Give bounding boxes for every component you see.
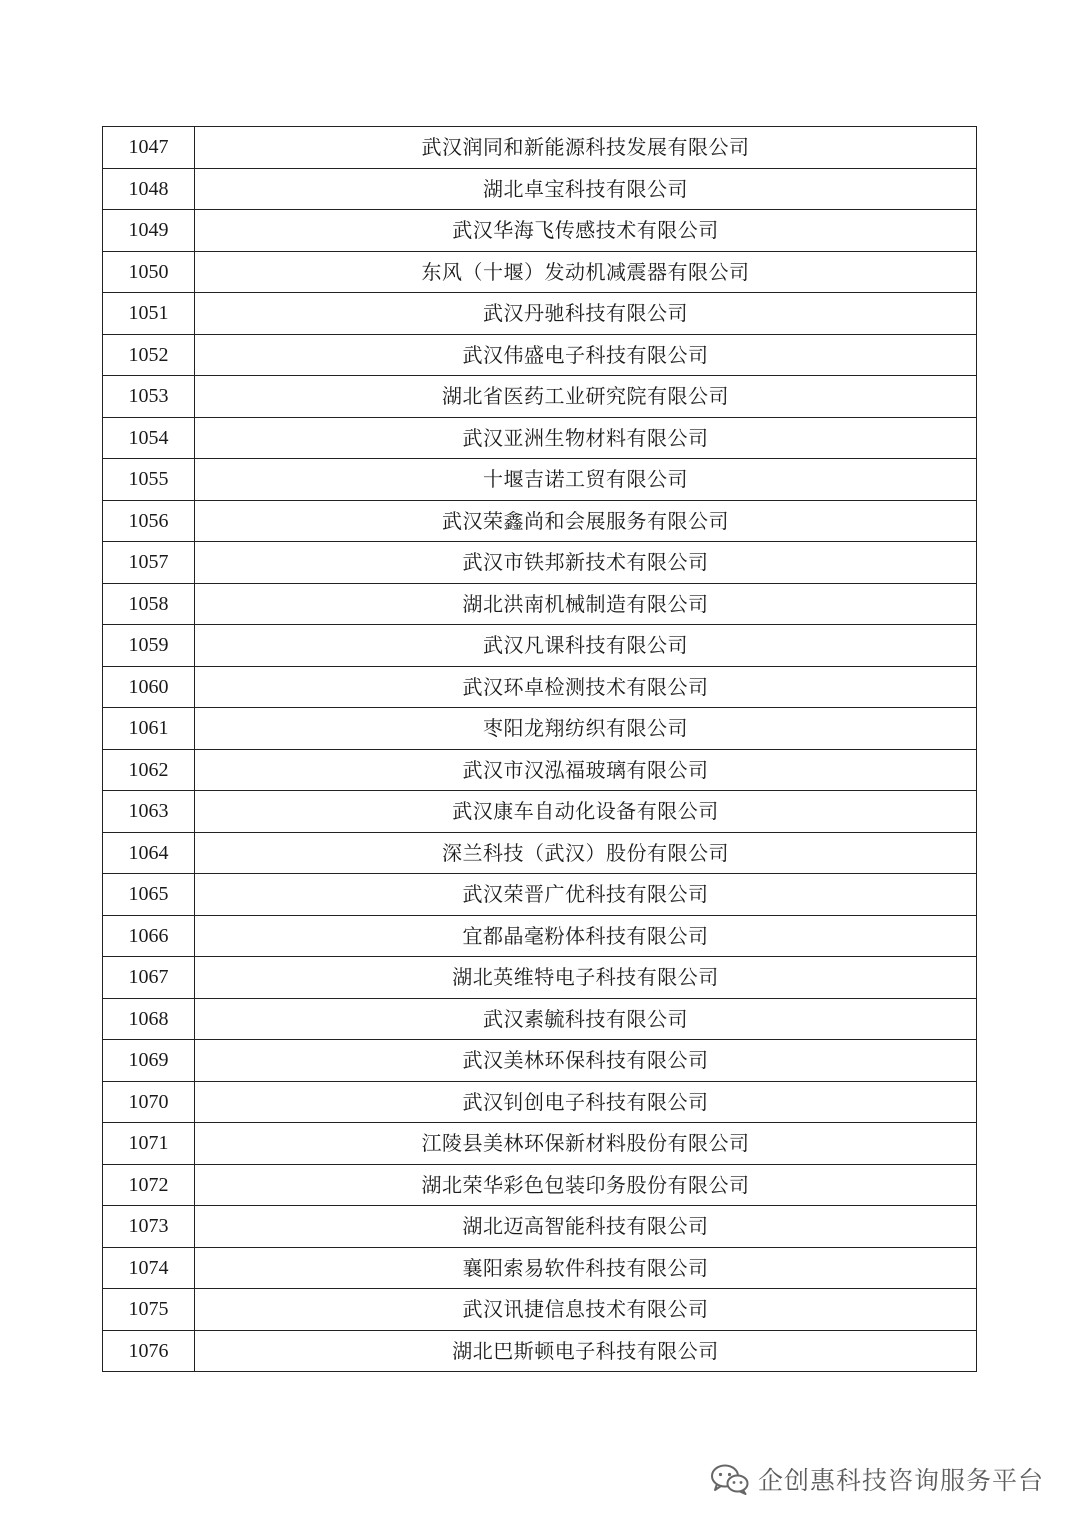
table-row — [103, 1330, 977, 1372]
row-number: 1051 — [103, 293, 195, 335]
company-name: 武汉讯捷信息技术有限公司 — [195, 1289, 977, 1331]
table-row — [103, 168, 977, 210]
table-row — [103, 210, 977, 252]
table-row — [103, 625, 977, 667]
row-number: 1066 — [103, 915, 195, 957]
company-name: 武汉市汉泓福玻璃有限公司 — [195, 749, 977, 791]
company-name: 武汉美林环保科技有限公司 — [195, 1040, 977, 1082]
company-name: 武汉润同和新能源科技发展有限公司 — [195, 127, 977, 169]
watermark-text: 企创惠科技咨询服务平台 — [757, 1466, 1044, 1495]
company-name: 江陵县美林环保新材料股份有限公司 — [195, 1123, 977, 1165]
table-row — [103, 1164, 977, 1206]
company-name: 湖北英维特电子科技有限公司 — [195, 957, 977, 999]
table-row — [103, 708, 977, 750]
company-name: 宜都晶毫粉体科技有限公司 — [195, 915, 977, 957]
company-name: 武汉丹驰科技有限公司 — [195, 293, 977, 335]
company-name: 武汉环卓检测技术有限公司 — [195, 666, 977, 708]
table-row — [103, 1040, 977, 1082]
row-number: 1070 — [103, 1081, 195, 1123]
company-name: 湖北洪南机械制造有限公司 — [195, 583, 977, 625]
table-row — [103, 749, 977, 791]
table-row — [103, 293, 977, 335]
row-number: 1069 — [103, 1040, 195, 1082]
company-name: 深兰科技（武汉）股份有限公司 — [195, 832, 977, 874]
row-number: 1065 — [103, 874, 195, 916]
company-name: 武汉伟盛电子科技有限公司 — [195, 334, 977, 376]
company-name: 武汉亚洲生物材料有限公司 — [195, 417, 977, 459]
table-row — [103, 1206, 977, 1248]
row-number: 1061 — [103, 708, 195, 750]
company-name: 武汉康车自动化设备有限公司 — [195, 791, 977, 833]
table-row — [103, 957, 977, 999]
row-number: 1067 — [103, 957, 195, 999]
row-number: 1050 — [103, 251, 195, 293]
row-number: 1072 — [103, 1164, 195, 1206]
company-name: 襄阳索易软件科技有限公司 — [195, 1247, 977, 1289]
company-name: 武汉华海飞传感技术有限公司 — [195, 210, 977, 252]
company-name: 枣阳龙翔纺织有限公司 — [195, 708, 977, 750]
company-name: 武汉钊创电子科技有限公司 — [195, 1081, 977, 1123]
row-number: 1056 — [103, 500, 195, 542]
company-table — [102, 126, 977, 1372]
table-row — [103, 500, 977, 542]
table-row — [103, 251, 977, 293]
row-number: 1063 — [103, 791, 195, 833]
row-number: 1071 — [103, 1123, 195, 1165]
row-number: 1068 — [103, 998, 195, 1040]
row-number: 1047 — [103, 127, 195, 169]
table-row — [103, 998, 977, 1040]
row-number: 1075 — [103, 1289, 195, 1331]
row-number: 1049 — [103, 210, 195, 252]
table-row — [103, 1247, 977, 1289]
table-row — [103, 376, 977, 418]
row-number: 1062 — [103, 749, 195, 791]
company-name: 武汉素毓科技有限公司 — [195, 998, 977, 1040]
row-number: 1052 — [103, 334, 195, 376]
company-name: 武汉荣鑫尚和会展服务有限公司 — [195, 500, 977, 542]
table-row — [103, 874, 977, 916]
table-row — [103, 915, 977, 957]
table-row — [103, 459, 977, 501]
company-name: 湖北巴斯顿电子科技有限公司 — [195, 1330, 977, 1372]
table-row — [103, 1081, 977, 1123]
table-row — [103, 832, 977, 874]
row-number: 1048 — [103, 168, 195, 210]
company-name: 武汉市铁邦新技术有限公司 — [195, 542, 977, 584]
table-row — [103, 334, 977, 376]
company-name: 东风（十堰）发动机减震器有限公司 — [195, 251, 977, 293]
table-row — [103, 791, 977, 833]
row-number: 1073 — [103, 1206, 195, 1248]
company-name: 湖北迈高智能科技有限公司 — [195, 1206, 977, 1248]
company-table-body — [103, 127, 977, 1372]
row-number: 1076 — [103, 1330, 195, 1372]
row-number: 1058 — [103, 583, 195, 625]
table-row — [103, 417, 977, 459]
table-row — [103, 1289, 977, 1331]
row-number: 1055 — [103, 459, 195, 501]
company-name: 武汉荣晋广优科技有限公司 — [195, 874, 977, 916]
table-row — [103, 1123, 977, 1165]
table-row — [103, 127, 977, 169]
company-name: 十堰吉诺工贸有限公司 — [195, 459, 977, 501]
table-row — [103, 583, 977, 625]
company-name: 武汉凡课科技有限公司 — [195, 625, 977, 667]
account-watermark — [710, 1461, 1044, 1497]
table-row — [103, 542, 977, 584]
row-number: 1057 — [103, 542, 195, 584]
row-number: 1074 — [103, 1247, 195, 1289]
row-number: 1060 — [103, 666, 195, 708]
row-number: 1059 — [103, 625, 195, 667]
company-name: 湖北卓宝科技有限公司 — [195, 168, 977, 210]
company-name: 湖北省医药工业研究院有限公司 — [195, 376, 977, 418]
table-row — [103, 666, 977, 708]
row-number: 1053 — [103, 376, 195, 418]
row-number: 1054 — [103, 417, 195, 459]
wechat-icon — [710, 1463, 750, 1495]
row-number: 1064 — [103, 832, 195, 874]
company-name: 湖北荣华彩色包装印务股份有限公司 — [195, 1164, 977, 1206]
